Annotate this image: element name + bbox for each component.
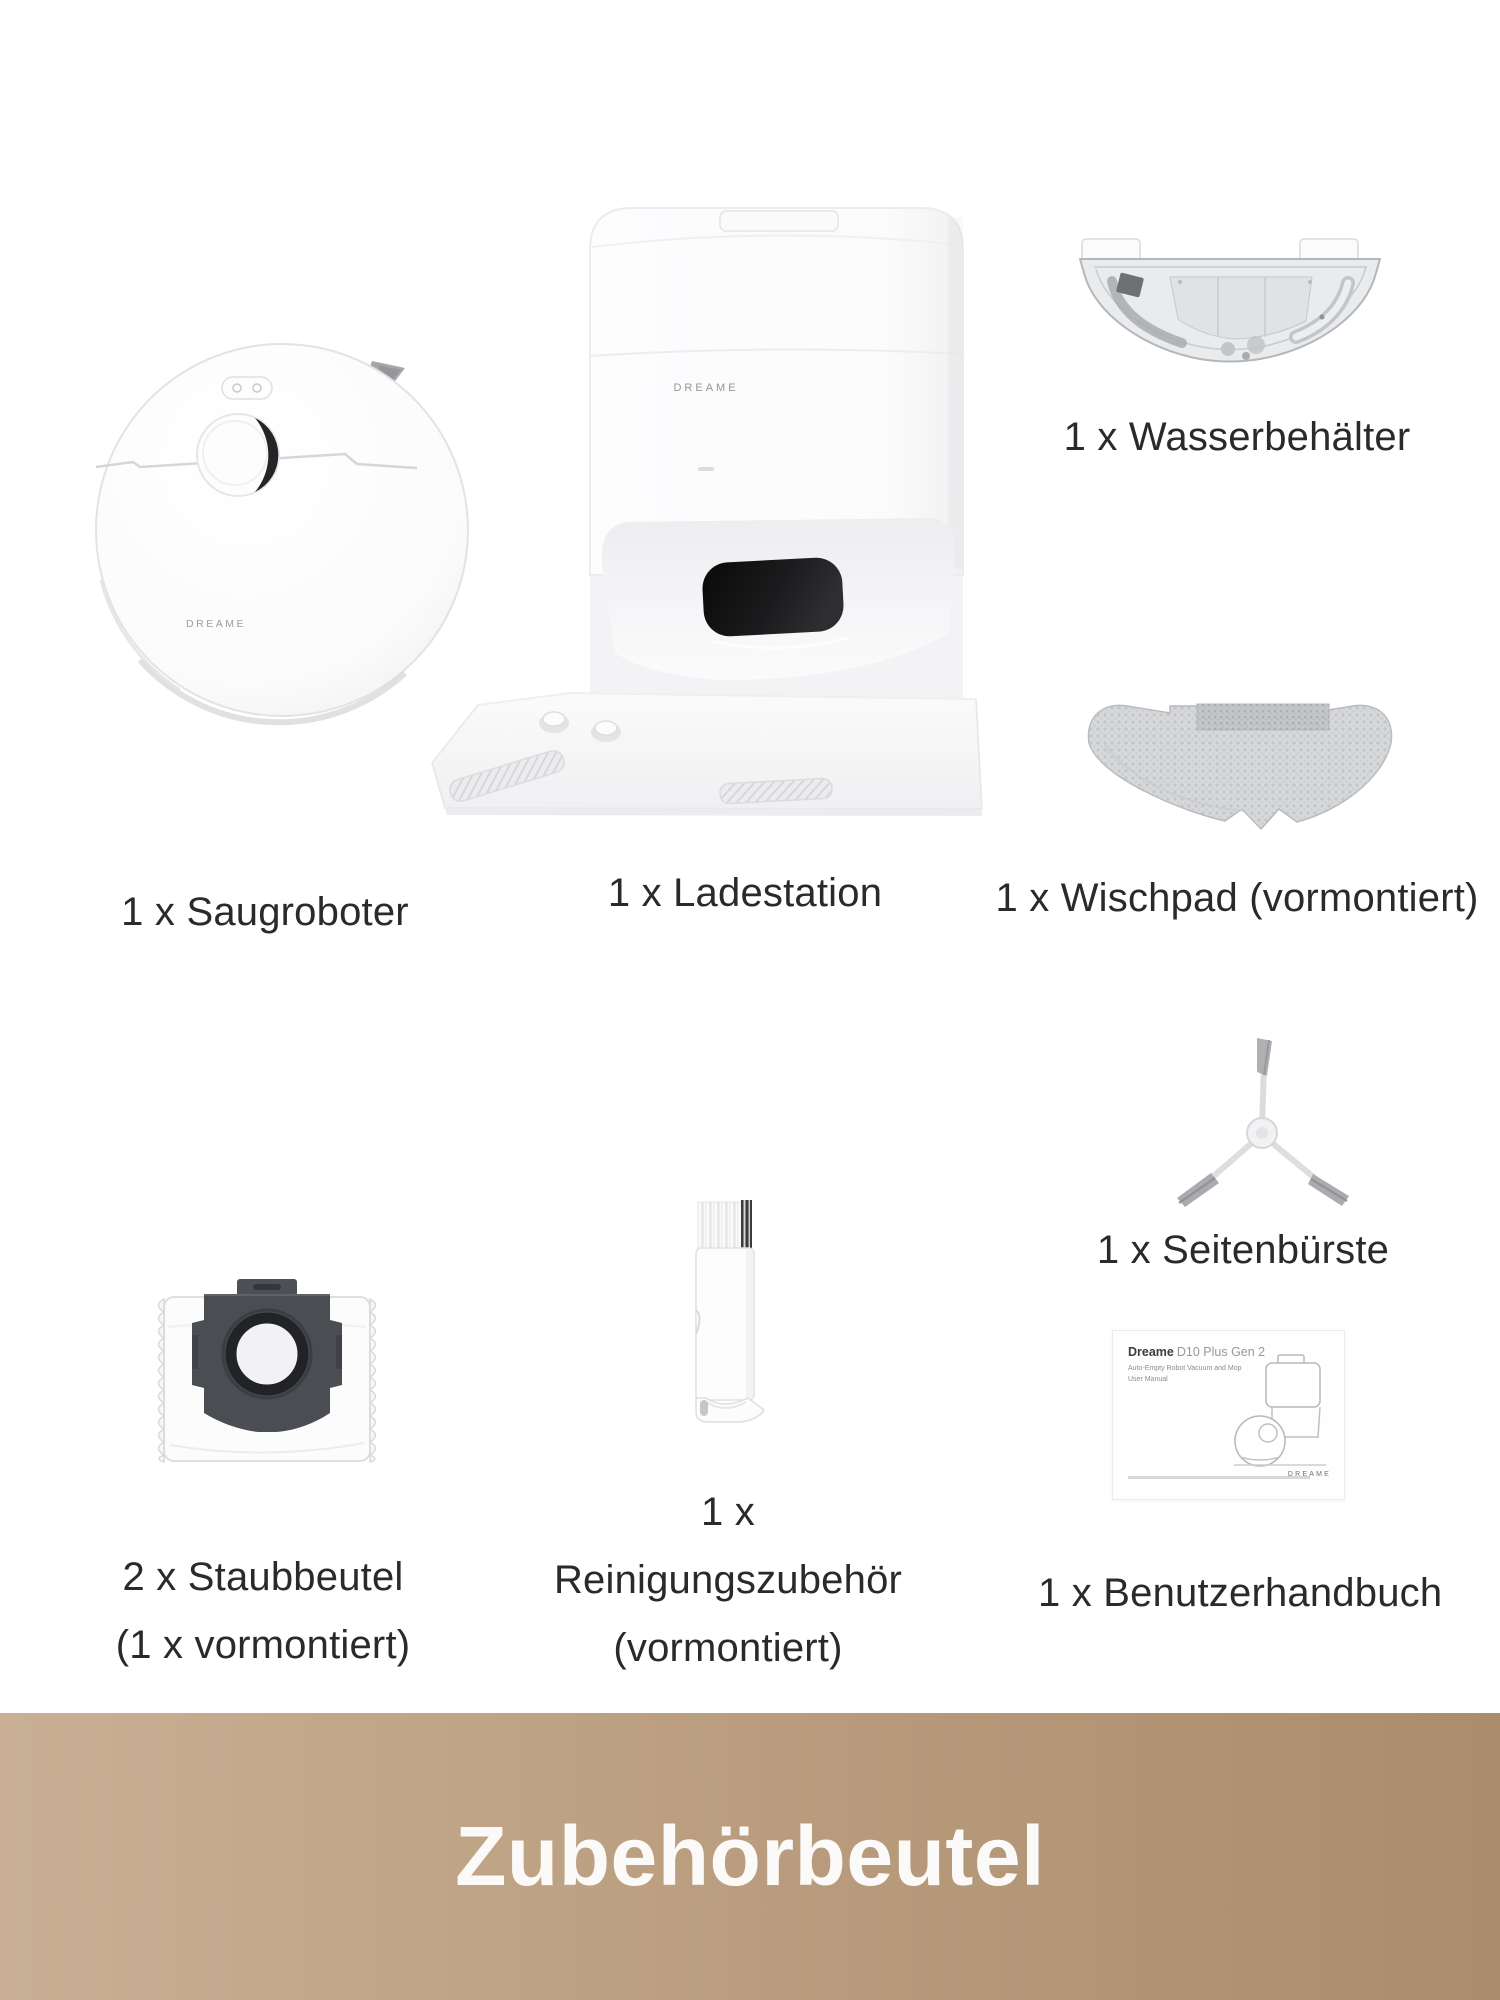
item-label-ladestation: 1 x Ladestation [607,871,883,915]
item-label-wischpad: 1 x Wischpad (vormontiert) [995,876,1479,920]
item-label-reinigungszubehoer-line1: 1 x Reinigungszubehör [553,1490,903,1602]
dust-bag-image [140,1265,390,1480]
robot-buttons-icon [222,377,272,399]
mop-pad-image [1075,685,1405,850]
dust-bag-mount-icon [192,1279,342,1432]
station-display-window-icon [701,556,845,637]
manual-fineprint-line [1128,1476,1310,1479]
side-brush-image [1165,1030,1365,1240]
station-brand-text: DREAME [673,382,739,394]
manual-cover-illustration-icon [1226,1353,1338,1475]
manual-brand-bold: Dreame [1128,1345,1174,1359]
item-label-wasserbehaelter: 1 x Wasserbehälter [1063,415,1411,459]
manual-doc-type: User Manual [1128,1376,1168,1383]
station-lid-recess-icon [720,211,838,231]
item-label-staubbeutel-line2: (1 x vormontiert) [115,1623,411,1667]
manual-model: D10 Plus Gen 2 [1176,1345,1266,1359]
item-label-saugroboter: 1 x Saugroboter [121,890,409,934]
water-tank-image [1060,225,1400,385]
accessory-banner [0,1713,1500,2000]
user-manual-image [1112,1330,1345,1500]
item-label-benutzerhandbuch: 1 x Benutzerhandbuch [1038,1571,1443,1615]
charging-station-image [420,135,1000,825]
item-label-staubbeutel-line1: 2 x Staubbeutel [122,1555,404,1599]
brush-bristles-icon [698,1202,742,1252]
item-label-reinigungszubehoer-line2: (vormontiert) [613,1626,843,1670]
banner-title: Zubehörbeutel [455,1809,1045,1903]
manual-subtitle: Auto-Empty Robot Vacuum and Mop [1128,1365,1242,1372]
lidar-turret-icon [197,414,279,496]
item-label-reinigungszubehoer [528,1478,928,1682]
cleaning-tool-image [684,1192,774,1427]
station-base-plate-icon [432,693,982,816]
manual-brand-mark: DREAME [1287,1471,1331,1478]
item-label-seitenbuerste: 1 x Seitenbürste [1096,1228,1390,1272]
robot-brand-text: DREAME [186,618,246,630]
item-label-staubbeutel [63,1543,463,1679]
